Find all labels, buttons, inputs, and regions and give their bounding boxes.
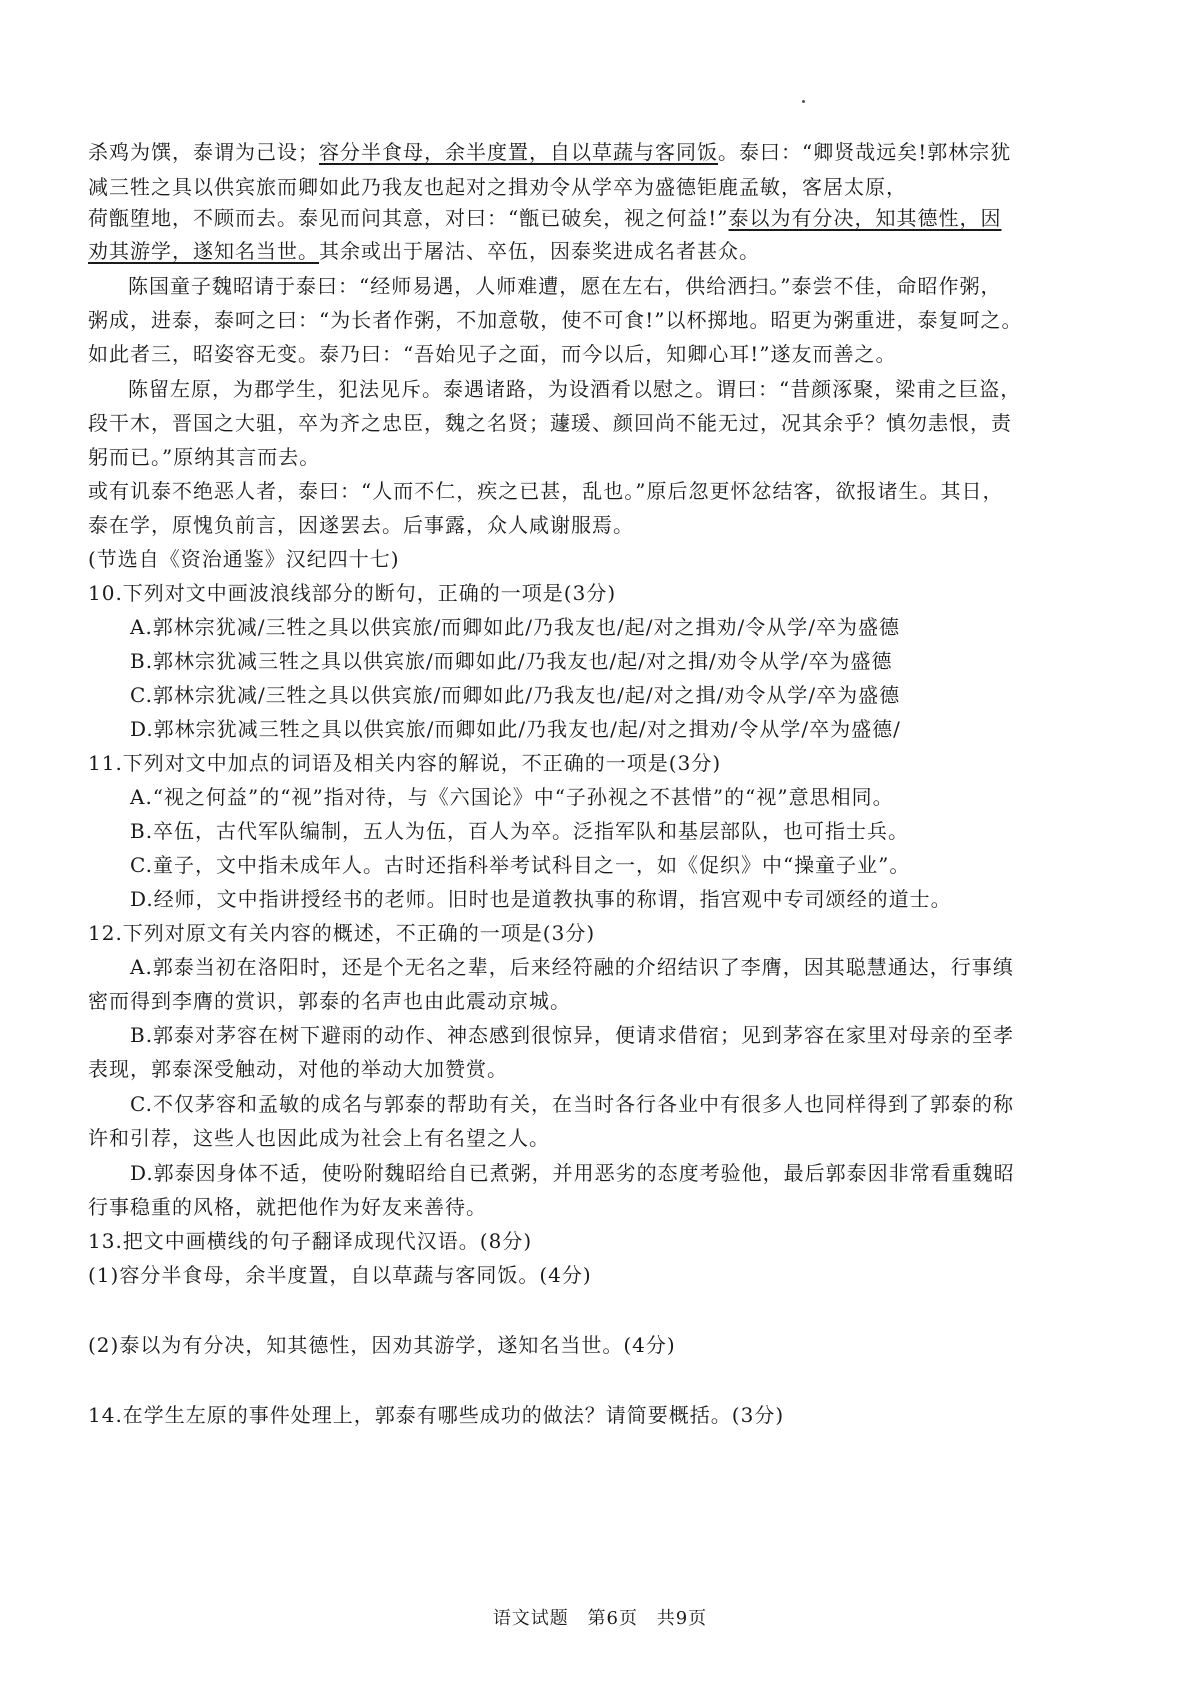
scan-speck <box>802 100 805 103</box>
question-10-option-b: B.郭林宗犹减三牲之具以供宾旅/而卿如此/乃我友也/起/对之揖/劝令从学/卒为盛德 <box>130 649 893 673</box>
question-13-sentence-1: (1)容分半食母，余半度置，自以草蔬与客同饭。(4分) <box>88 1263 592 1287</box>
question-13-sentence-2: (2)泰以为有分决，知其德性，因劝其游学，遂知名当世。(4分) <box>88 1333 676 1357</box>
question-12-option-c: C.不仅茅容和孟敏的成名与郭泰的帮助有关，在当时各行各业中有很多人也同样得到了郭泰的称 <box>130 1092 1014 1116</box>
question-10-stem: 10.下列对文中画波浪线部分的断句，正确的一项是(3分) <box>88 581 617 605</box>
question-12-option-d: D.郭泰因身体不适，使吩附魏昭给自已煮粥，并用恶劣的态度考验他，最后郭泰因非常看重魏昭 <box>130 1161 1015 1185</box>
question-11-option-b: B.卒伍，古代军队编制，五人为伍，百人为卒。泛指军队和基层部队，也可指士兵。 <box>130 819 910 843</box>
passage-line: 粥成，进泰，泰呵之曰：“为长者作粥，不加意敬，使不可食!”以杯掷地。昭更为粥重进，泰复呵之。 <box>88 308 1023 332</box>
passage-line: 泰在学，原愧负前言，因遂罢去。后事露，众人咸谢服焉。 <box>88 513 634 537</box>
question-13-stem: 13.把文中画横线的句子翻译成现代汉语。(8分) <box>88 1229 533 1253</box>
question-12-stem: 12.下列对原文有关内容的概述，不正确的一项是(3分) <box>88 921 596 945</box>
passage-line: 躬而已。”原纳其言而去。 <box>88 445 321 469</box>
passage-text: 荷甑堕地，不顾而去。泰见而问其意，对曰：“甑已破矣，视之何益!” <box>88 206 729 230</box>
passage-text: 其余或出于屠沽、卒伍，因泰奖进成名者甚众。 <box>319 239 760 263</box>
underlined-sentence-2: 泰以为有分决，知其德性，因 <box>728 206 1002 230</box>
question-11-stem: 11.下列对文中加点的词语及相关内容的解说，不正确的一项是(3分) <box>88 751 722 775</box>
footer-total-pages: 共9页 <box>656 1608 708 1629</box>
passage-line <box>88 236 1128 266</box>
underlined-sentence-2-cont: 劝其游学，遂知名当世。 <box>88 239 319 263</box>
question-10-option-d: D.郭林宗犹减三牲之具以供宾旅/而卿如此/乃我友也/起/对之揖劝/令从学/卒为盛德/ <box>130 717 901 741</box>
question-10-option-a: A.郭林宗犹减/三牲之具以供宾旅/而卿如此/乃我友也/起/对之揖劝/令从学/卒为盛德 <box>130 615 900 639</box>
question-12-option-a: A.郭泰当初在洛阳时，还是个无名之辈，后来经符融的介绍结识了李膺，因其聪慧通达，行事缜 <box>130 955 1014 979</box>
question-11-option-a: A.“视之何益”的“视”指对待，与《六国论》中“子孙视之不甚惜”的“视”意思相同。 <box>130 785 894 809</box>
passage-line <box>88 137 1128 167</box>
passage-text: 杀鸡为馔，泰谓为己设； <box>88 140 319 164</box>
question-10-option-c: C.郭林宗犹减/三牲之具以供宾旅/而卿如此/乃我友也/起/对之揖/劝令从学/卒为盛德 <box>130 683 901 707</box>
question-11-option-d: D.经师，文中指讲授经书的老师。旧时也是道教执事的称谓，指宫观中专司颂经的道士。 <box>130 887 952 911</box>
question-12-option-b: B.郭泰对茅容在树下避雨的动作、神态感到很惊异，便请求借宿；见到茅容在家里对母亲的至孝 <box>130 1023 1015 1047</box>
passage-line: 陈国童子魏昭请于泰曰：“经师易遇，人师难遭，愿在左右，供给洒扫。”泰尝不佳，命昭作粥， <box>128 274 1002 298</box>
question-12-option-a-cont: 密而得到李膺的赏识，郭泰的名声也由此震动京城。 <box>88 989 571 1013</box>
underlined-sentence-1: 容分半食母，余半度置，自以草蔬与客同饭 <box>319 140 718 164</box>
passage-source: (节选自《资治通鉴》汉纪四十七) <box>88 547 400 571</box>
passage-text: 。泰曰：“卿贤哉远矣!郭林宗犹 <box>718 140 1012 164</box>
page-footer <box>0 1604 1200 1630</box>
passage-line: 段干木，晋国之大驵，卒为齐之忠臣，魏之名贤；蘧瑗、颜回尚不能无过，况其余乎？慎勿恚恨，责 <box>88 411 1012 435</box>
passage-line: 如此者三，昭姿容无变。泰乃曰：“吾始见子之面，而今以后，知卿心耳!”遂友而善之。 <box>88 342 897 366</box>
question-12-option-d-cont: 行事稳重的风格，就把他作为好友来善待。 <box>88 1195 487 1219</box>
passage-line: 或有讥泰不绝恶人者，泰曰：“人而不仁，疾之已甚，乱也。”原后忽更怀忿结客，欲报诸生。其日， <box>88 479 1004 503</box>
passage-line <box>88 203 1128 233</box>
question-14-stem: 14.在学生左原的事件处理上，郭泰有哪些成功的做法？请简要概括。(3分) <box>88 1403 785 1427</box>
passage-line: 陈留左原，为郡学生，犯法见斥。泰遇诸路，为设酒肴以慰之。谓曰：“昔颜涿聚，梁甫之巨盗， <box>128 377 1022 401</box>
question-11-option-c: C.童子，文中指未成年人。古时还指科举考试科目之一，如《促织》中“操童子业”。 <box>130 853 911 877</box>
passage-line: 减三牲之具以供宾旅而卿如此乃我友也起对之揖劝令从学卒为盛德钜鹿孟敏，客居太原， <box>88 175 907 199</box>
footer-subject: 语文试题 <box>492 1608 569 1629</box>
question-12-option-b-cont: 表现，郭泰深受触动，对他的举动大加赞赏。 <box>88 1057 508 1081</box>
question-12-option-c-cont: 许和引荐，这些人也因此成为社会上有名望之人。 <box>88 1126 550 1150</box>
footer-page-number: 第6页 <box>587 1608 638 1629</box>
